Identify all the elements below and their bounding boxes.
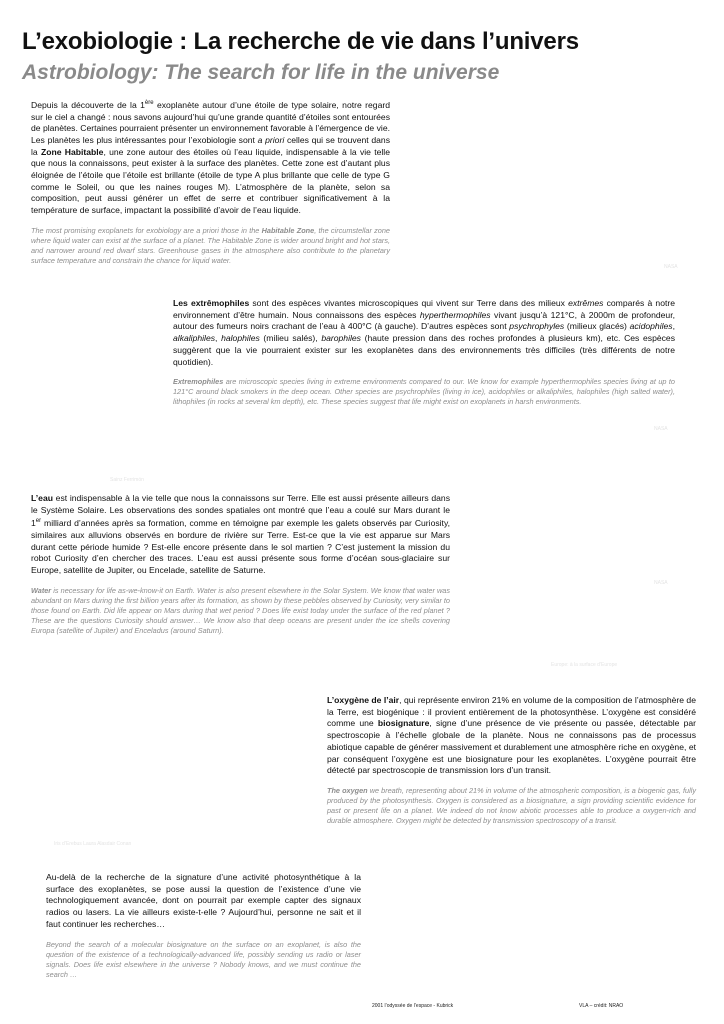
page-title: L’exobiologie : La recherche de vie dans l’univers (22, 28, 579, 55)
page-subtitle: Astrobiology: The search for life in the universe (22, 61, 500, 84)
image-credit-3: Sainz Ferrimón (110, 477, 144, 483)
section-habitable-zone (31, 98, 390, 266)
image-credit-1: NASA (664, 264, 678, 270)
seti-text-en: Beyond the search of a molecular biosignature on the surface on an exoplanet, is also the question of the existence of a technologically-advanced life, possibly sending us radio or laser signals. Does life exist elsewhere in the universe ? Nobody knows, and we must continue the search … (46, 939, 361, 979)
image-credit-5: Europe: à la surface d’Europe (551, 662, 618, 668)
habitable-zone-text-en: The most promising exoplanets for exobiology are a priori those in the Habitable Zone, the circumstellar zone where liquid water can exist at the surface of a planet. The Habitable Zone is wider around bright and hot stars, and narrower around red dwarf stars. Greenhouse gases in the atmosphere also contribute to the planetary surface temperature and constrain the chance for liquid water. (31, 225, 390, 265)
section-oxygen (327, 695, 696, 826)
extremophiles-text-fr: Les extrêmophiles sont des espèces vivantes microscopiques qui vivent sur Terre dans des milieux extrêmes comparés à notre environnement d’être humain. Nous connaissons des espèces hyperthermophiles vivant jusqu’à 121°C, à 2000m de profondeur, autour des fumeurs noirs crachant de l’eau à 400°C (à gauche). D’autres espèces sont psychrophyles (milieux glacés) acidophiles, alkaliphiles, halophiles (milieu salés), barophiles (haute pression dans des roches profondes à plusieurs km), etc. Ces espèces suggèrent que la vie pourraient exister sur les exoplanètes dans des environnements très difficiles (très différents de notre quotidien). (173, 298, 675, 367)
seti-text-fr: Au-delà de la recherche de la signature d’une activité photosynthétique à la surface des exoplanètes, se pose aussi la question de l’existence d’une vie technologiquement avancée, dont on pourrait par exemple capter des signaux radios ou lasers. La vie ailleurs existe-t-elle ? Aujourd’hui, personne ne sait et il faut continuer les recherches… (46, 872, 361, 929)
footer-credit-right: VLA – crédit: NRAO (579, 1003, 624, 1009)
image-credit-4: NASA (654, 580, 668, 586)
oxygen-text-fr: L’oxygène de l’air, qui représente environ 21% en volume de la composition de l’atmosphère de la Terre, est biogénique : il provient entièrement de la photosynthèse. L’oxygène est considéré comme une biosignature, signe d’une présence de vie présente ou passée, détectable par spectroscopie à l’échelle globale de la planète. Nous ne connaissons pas de processus abiotique capable de générer massivement et durablement une atmosphère riche en oxygène, et par conséquent l’oxygène est une biosignature pour les exoplanètes. L’oxygène pourrait être détecté par spectroscopie de transmission lors d’un transit. (327, 695, 696, 776)
image-credit-6: Iris d’Erebus Laura Alasdair Conan (54, 841, 132, 847)
section-extremophiles (173, 298, 675, 407)
water-text-en: Water is necessary for life as-we-know-it on Earth. Water is also present elsewhere in the Solar System. We know that water was abundant on Mars during the first billion years after its formation, as shown by these pebbles observed by Curiosity, very similar to those found on Earth. Did life appear on Mars during that wet period ? Does life exist today under the surface of the red planet ? These are the questions Curiosity should answer… We know also that deep oceans are present under the ice shells covering Europa (satellite of Jupiter) and Enceladus (around Saturn). (31, 585, 450, 635)
footer-credit-left: 2001 l’odyssée de l’espace - Kubrick (372, 1003, 454, 1009)
section-seti (46, 872, 361, 980)
section-water (31, 493, 450, 636)
habitable-zone-text-fr: Depuis la découverte de la 1ère exoplanète autour d’une étoile de type solaire, notre regard sur le ciel a changé : nous savons aujourd’hui qu’une grande quantité d’étoiles sont entourées de planètes. Certaines pourraient présenter un environnement favorable à l’émergence de vie. Les planètes les plus intéressantes pour l’exobiologie sont a priori celles qui se trouvent dans la Zone Habitable, une zone autour des étoiles où l’eau liquide, indispensable à la vie telle que nous la connaissons, peut exister à la surface des planètes. Cette zone est d’autant plus éloignée de l’étoile que l’étoile est brillante (étoile de type A plus brillante que celle de type G comme le Soleil, ou que les naines rouges M). L’atmosphère de la planète, selon sa composition, peut aussi générer un effet de serre et contribuer significativement à la température de surface, impactant la possibilité d’avoir de l’eau liquide. (31, 99, 390, 216)
extremophiles-text-en: Extremophiles are microscopic species living in extreme environments compared to our. We know for example hyperthermophiles species living at up to 121°C around black smokers in the deep ocean. Other species are psychrophiles (living in ice), acidophiles or alkaliphiles, halophiles (high salted water), lithophiles (in rocks at several km depth), etc. These species suggest that life might exist on exoplanets in harsh environments. (173, 377, 675, 407)
oxygen-text-en: The oxygen we breath, representing about 21% in volume of the atmospheric composition, is a biogenic gas, fully produced by the photosynthesis. Oxygen is considered as a biosignature, a sign providing scientific evidence for past or present life on a planet. We indeed do not know abiotic processes able to produce a oxygen-rich and durable atmosphere. Oxygen might be detected by transmission spectroscopy of a transit. (327, 785, 697, 825)
image-credit-2: NASA (654, 426, 668, 432)
water-text-fr: L’eau est indispensable à la vie telle que nous la connaissons sur Terre. Elle est aussi présente ailleurs dans le Système Solaire. Les observations des sondes spatiales ont montré que l’eau a coulé sur Mars durant le 1er milliard d’années après sa formation, comme en témoigne par exemple les galets observés par Curiosity, similaires aux alluvions observés en bordure de rivière sur Terre. Est-ce que la vie est apparue sur Mars durant cette période humide ? Est-elle encore présente dans le sol martien ? C’est justement la mission du robot Curiosity d’en chercher des traces. L’eau est aussi présente sous forme d’océan sous-glaciaire sur Europe, satellite de Jupiter, ou Encelade, satellite de Saturne. (31, 493, 450, 576)
